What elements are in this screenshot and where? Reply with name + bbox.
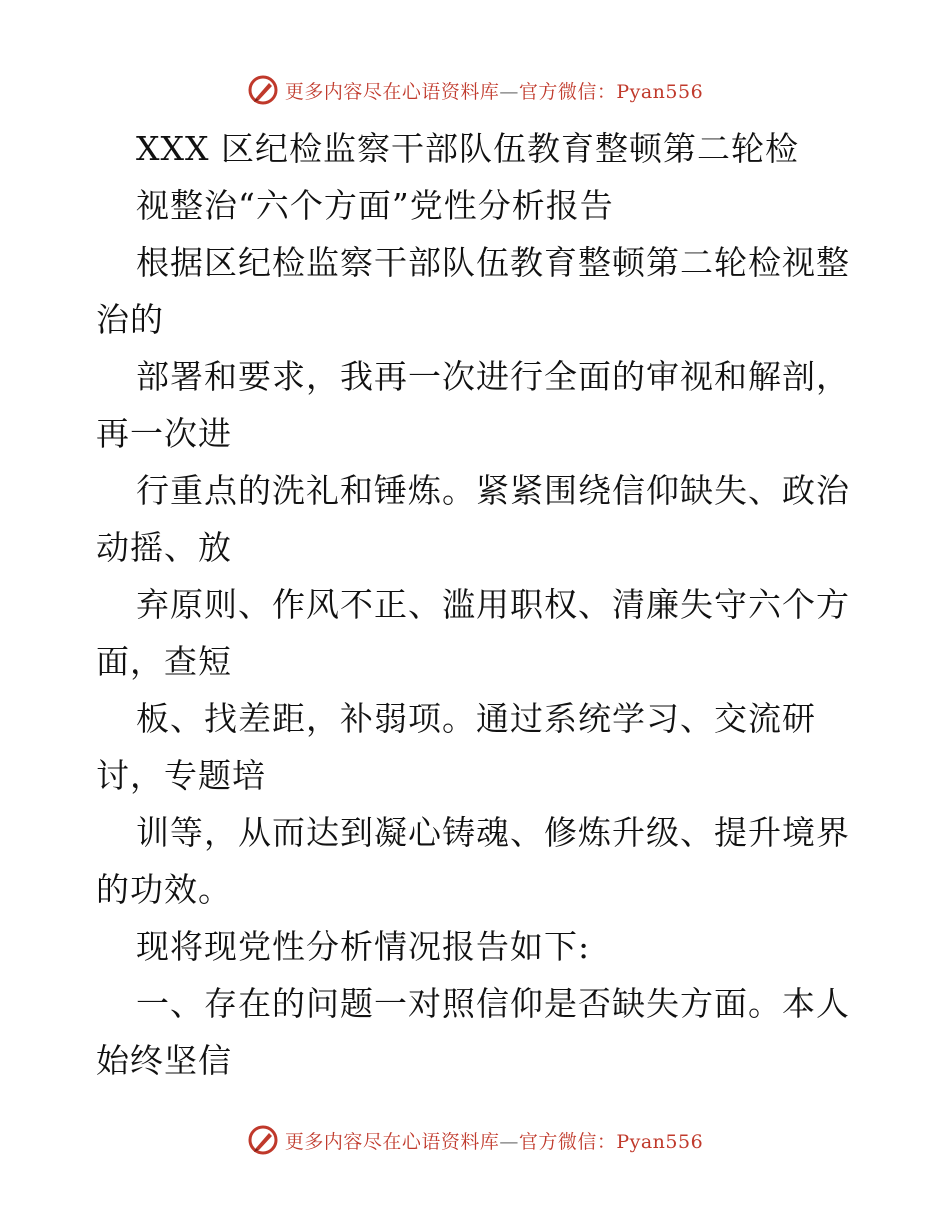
body-line: 训等，从而达到凝心铸魂、修炼升级、提升境界 [136, 813, 850, 852]
body-line: 讨，专题培 [96, 756, 266, 795]
body-line: 面，查短 [96, 642, 232, 681]
header-banner [0, 70, 950, 110]
body-line: 动摇、放 [96, 528, 232, 567]
body-line: 根据区纪检监察干部队伍教育整顿第二轮检视整 [136, 243, 850, 282]
body-line: 始终坚信 [96, 1041, 232, 1080]
body-line: 的功效。 [96, 870, 232, 909]
document-title-line-1: XXX 区纪检监察干部队伍教育整顿第二轮检 [136, 129, 799, 168]
body-line: 行重点的洗礼和锤炼。紧紧围绕信仰缺失、政治 [136, 471, 850, 510]
body-line: 治的 [96, 300, 164, 339]
body-line: 再一次进 [96, 414, 232, 453]
paragraph-lines [96, 234, 866, 1089]
footer-banner [0, 1120, 950, 1160]
document-title-line-2: 视整治“六个方面”党性分析报告 [136, 186, 614, 225]
pen-logo-icon [247, 1124, 279, 1156]
body-line: 板、找差距，补弱项。通过系统学习、交流研 [136, 699, 816, 738]
body-line: 现将现党性分析情况报告如下: [136, 927, 591, 966]
banner-text: 更多内容尽在心语资料库—官方微信：Pyan556 [284, 1130, 704, 1153]
body-line: 弃原则、作风不正、滥用职权、清廉失守六个方 [136, 585, 850, 624]
body-line: 一、存在的问题一对照信仰是否缺失方面。本人 [136, 984, 850, 1023]
pen-logo-icon [247, 74, 279, 106]
document-body [96, 120, 866, 1089]
banner-text: 更多内容尽在心语资料库—官方微信：Pyan556 [284, 80, 704, 103]
body-line: 部署和要求，我再一次进行全面的审视和解剖， [136, 357, 850, 396]
